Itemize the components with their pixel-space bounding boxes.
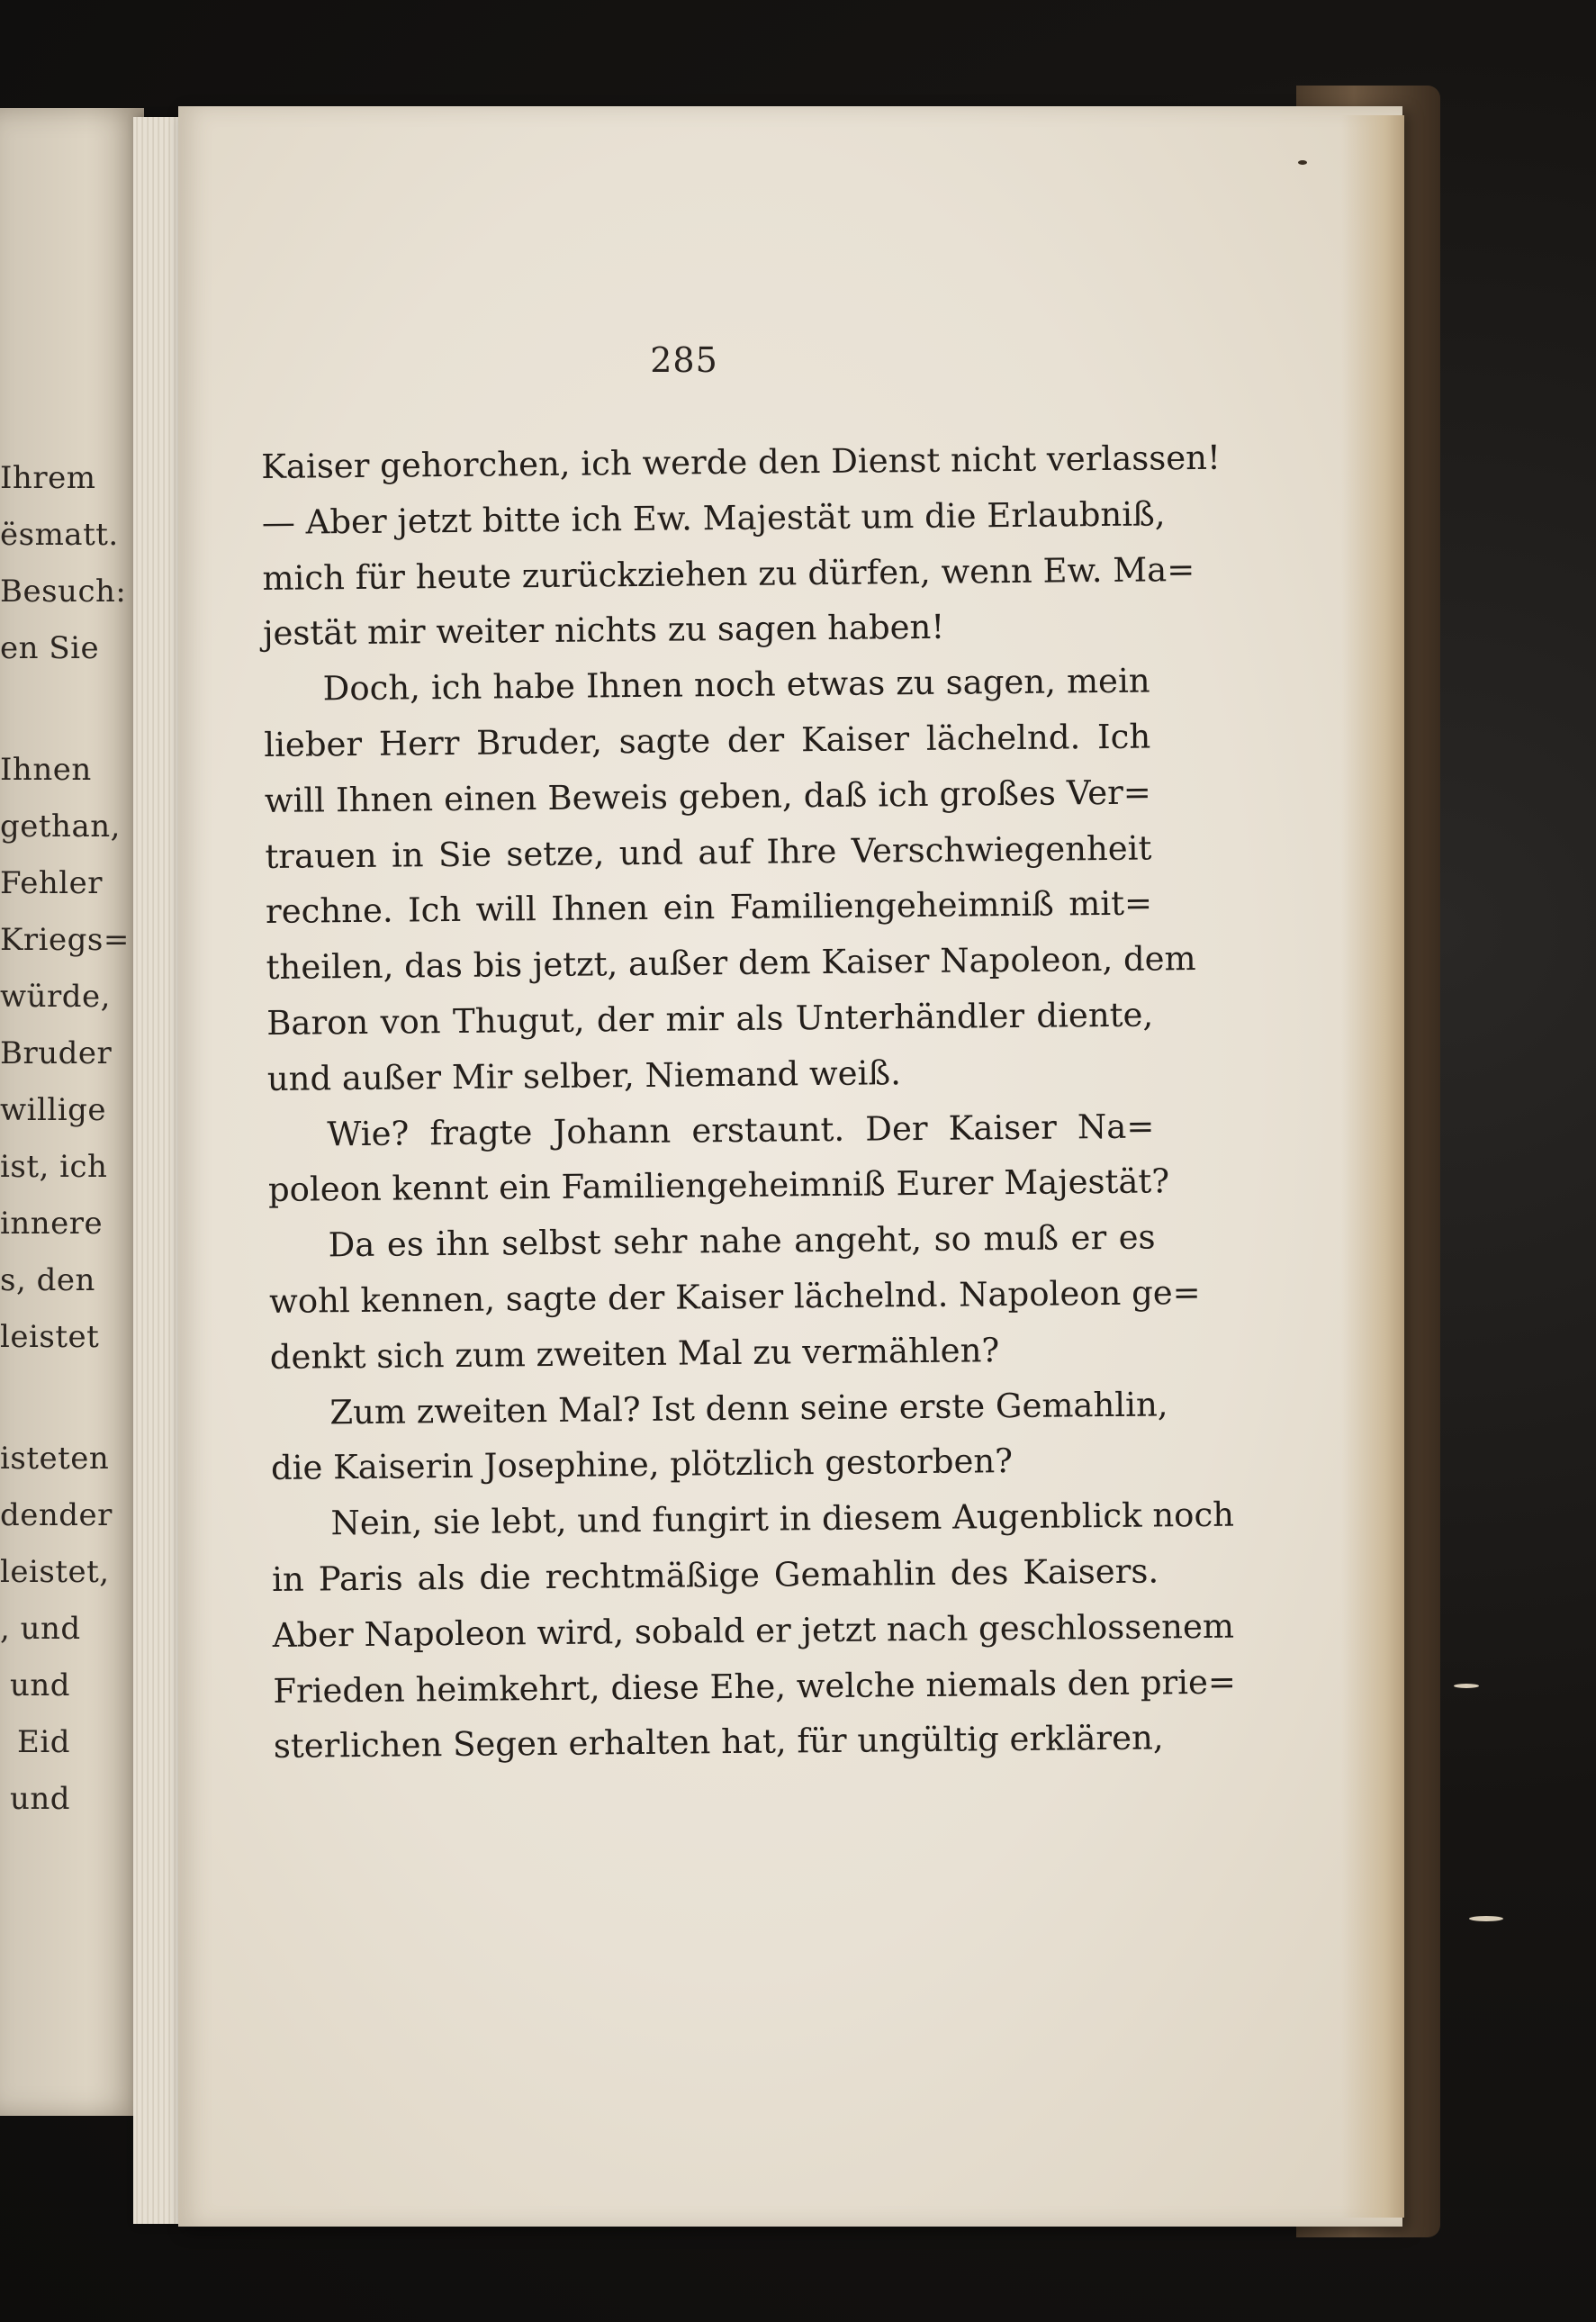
- previous-page-line: , und: [0, 1611, 81, 1647]
- previous-page-line: ësmatt.: [0, 517, 119, 553]
- page-number: 285: [650, 340, 718, 380]
- text-line: lieber Herr Bruder, sagte der Kaiser lächelnd. Ich: [264, 717, 1151, 764]
- previous-page-line: gethan,: [0, 809, 121, 845]
- previous-page-line: ist, ich: [0, 1149, 108, 1185]
- previous-page-text: [0, 450, 144, 1828]
- previous-page-line: Ihrem: [0, 460, 96, 496]
- page-edge-shading: [1341, 115, 1404, 2218]
- previous-page-line: innere: [0, 1206, 104, 1242]
- text-line: mich für heute zurückziehen zu dürfen, wenn Ew. Ma=: [262, 549, 1195, 598]
- text-line: Zum zweiten Mal? Ist denn seine erste Gemahlin,: [329, 1384, 1168, 1432]
- text-line: poleon kennt ein Familiengeheimniß Eurer Majestät?: [267, 1161, 1170, 1210]
- page-stack-gutter: [133, 117, 180, 2224]
- text-line: die Kaiserin Josephine, plötzlich gestorben?: [270, 1441, 1014, 1488]
- previous-page-line: en Sie: [0, 630, 100, 666]
- text-line: Doch, ich habe Ihnen noch etwas zu sagen, mein: [322, 661, 1150, 709]
- text-line: jestät mir weiter nichts zu sagen haben!: [262, 608, 945, 654]
- paper-spot: [1469, 1916, 1503, 1921]
- text-line: Kaiser gehorchen, ich werde den Dienst nicht verlassen!: [261, 438, 1222, 486]
- text-line: Nein, sie lebt, und fungirt in diesem Augenblick noch: [330, 1495, 1235, 1543]
- previous-page-line: s, den: [0, 1262, 95, 1298]
- previous-page-line: leistet: [0, 1319, 100, 1355]
- previous-page-line: Fehler: [0, 865, 103, 901]
- previous-page: [0, 108, 144, 2116]
- text-line: will Ihnen einen Beweis geben, daß ich großes Ver=: [264, 772, 1152, 820]
- text-line: Frieden heimkehrt, diese Ehe, welche niemals den prie=: [273, 1662, 1237, 1711]
- text-line: Baron von Thugut, der mir als Unterhändler diente,: [266, 995, 1154, 1043]
- previous-page-line: Kriegs=: [0, 922, 130, 958]
- previous-page-line: Bruder: [0, 1035, 113, 1071]
- text-line: wohl kennen, sagte der Kaiser lächelnd. Napoleon ge=: [268, 1272, 1201, 1321]
- text-line: sterlichen Segen erhalten hat, für ungültig erklären,: [273, 1718, 1164, 1766]
- text-line: in Paris als die rechtmäßige Gemahlin des Kaisers.: [271, 1551, 1159, 1599]
- text-line: theilen, das bis jetzt, außer dem Kaiser Napoleon, dem: [266, 939, 1196, 988]
- previous-page-line: und: [9, 1667, 70, 1703]
- text-line: Wie? fragte Johann erstaunt. Der Kaiser Na=: [327, 1107, 1155, 1153]
- previous-page-line: isteten: [0, 1441, 110, 1477]
- text-line: und außer Mir selber, Niemand weiß.: [266, 1053, 902, 1098]
- previous-page-line: dender: [0, 1497, 113, 1533]
- page-body-text: [261, 431, 1237, 1775]
- text-line: rechne. Ich will Ihnen ein Familiengeheimniß mit=: [265, 883, 1153, 932]
- previous-page-line: willige: [0, 1092, 106, 1128]
- previous-page-line: würde,: [0, 979, 111, 1015]
- paper-spot: [1298, 160, 1307, 165]
- previous-page-line: Eid: [17, 1724, 70, 1760]
- text-line: — Aber jetzt bitte ich Ew. Majestät um die Erlaubniß,: [261, 494, 1166, 542]
- previous-page-line: Ihnen: [0, 752, 92, 788]
- previous-page-line: leistet,: [0, 1554, 110, 1590]
- text-line: Da es ihn selbst sehr nahe angeht, so muß er es: [328, 1217, 1156, 1265]
- previous-page-line: Besuch:: [0, 574, 127, 610]
- paper-spot: [1454, 1684, 1479, 1688]
- text-line: trauen in Sie setze, und auf Ihre Verschwiegenheit: [265, 828, 1152, 876]
- previous-page-line: und: [9, 1781, 70, 1817]
- text-line: Aber Napoleon wird, sobald er jetzt nach geschlossenem: [272, 1606, 1235, 1655]
- text-line: denkt sich zum zweiten Mal zu vermählen?: [269, 1330, 1000, 1377]
